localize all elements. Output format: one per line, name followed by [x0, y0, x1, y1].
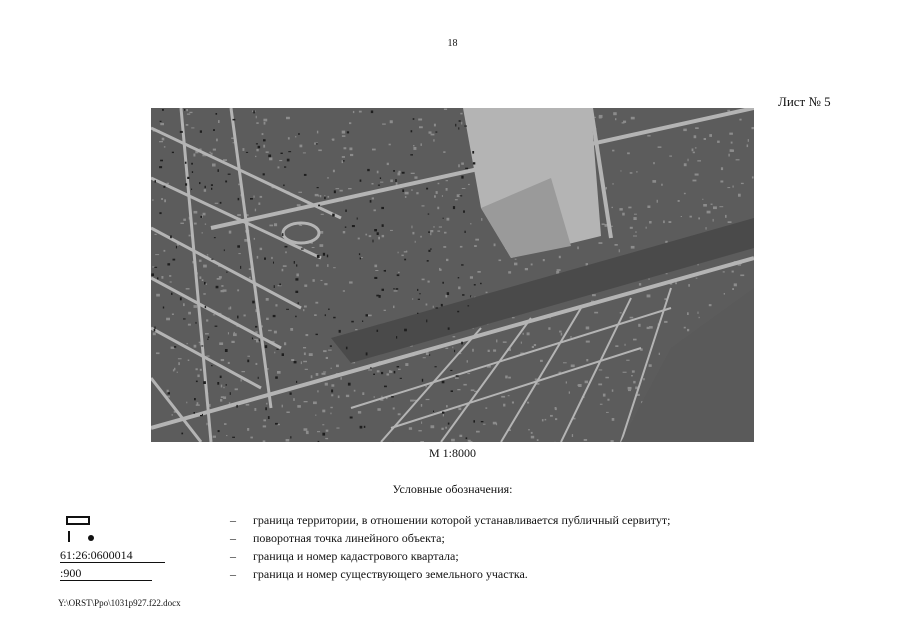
aerial-map — [151, 108, 754, 442]
legend — [58, 512, 818, 584]
legend-text: граница территории, в отношении которой устанавливается публичный сервитут; — [253, 513, 671, 527]
legend-title: Условные обозначения: — [392, 482, 513, 496]
turning-point-symbol — [58, 530, 188, 548]
land-parcel-number: :900 — [60, 566, 152, 581]
legend-text: поворотная точка линейного объекта; — [253, 531, 445, 545]
cadastral-quarter-symbol — [58, 548, 188, 566]
rectangle-icon — [66, 516, 90, 525]
legend-dash: – — [230, 513, 236, 527]
dot-icon — [88, 535, 94, 541]
legend-text: граница и номер кадастрового квартала; — [253, 549, 459, 563]
aerial-map-image — [151, 108, 754, 442]
legend-item-turning-point — [58, 530, 818, 548]
sheet-label: Лист № 5 — [778, 94, 831, 109]
page-number: 18 — [447, 38, 458, 49]
file-path: Y:\ORST\Ppo\1031p927.f22.docx — [58, 598, 181, 608]
boundary-symbol — [58, 512, 188, 530]
legend-item-land-parcel — [58, 566, 818, 584]
legend-item-boundary — [58, 512, 818, 530]
land-parcel-symbol — [58, 566, 188, 584]
legend-dash: – — [230, 531, 236, 545]
cadastral-quarter-number: 61:26:0600014 — [60, 548, 165, 563]
map-scale: М 1:8000 — [428, 446, 476, 460]
legend-text: граница и номер существующего земельного участка. — [253, 567, 528, 581]
legend-item-cadastral-quarter — [58, 548, 818, 566]
tick-icon — [68, 531, 70, 542]
legend-dash: – — [230, 567, 236, 581]
legend-dash: – — [230, 549, 236, 563]
